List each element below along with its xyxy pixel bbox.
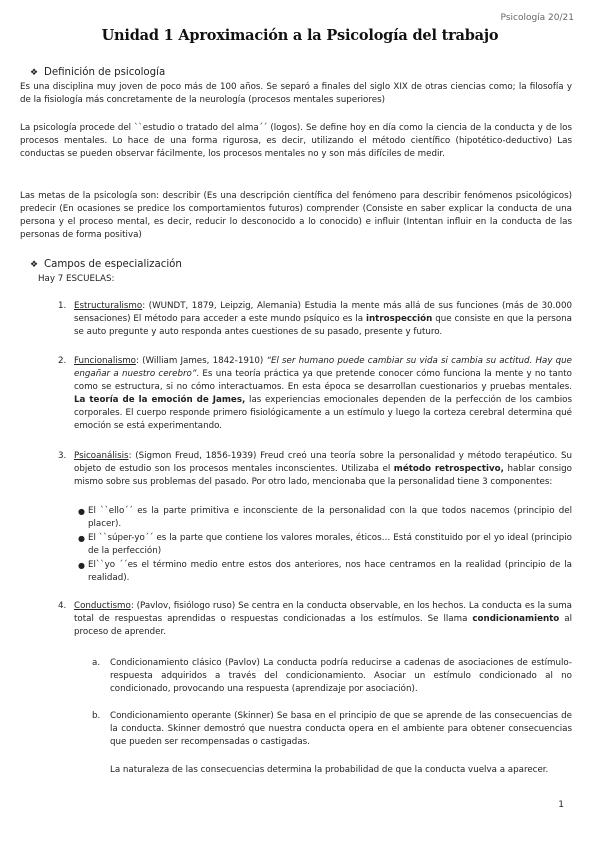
list-number: 2.	[58, 356, 67, 366]
sublist-item-clasico: Condicionamiento clásico (Pavlov) La conducta podría reducirse a cadenas de asociaciones de estímulo-respuesta adquiridos a través del condicionamiento. Asociar un estímulo condicionado al no condicionado, provocando una respuesta (aprendizaje por asociación).	[110, 658, 572, 694]
paragraph-goals: Las metas de la psicología son: describir (Es una descripción científica del fenómeno para describir fenómenos psicológicos) predecir (En ocasiones se predice los comportamientos futuros) comprender (Consiste en saber explicar la conducta de una persona y el proceso mental, es decir, reducir lo desconocido a lo conocido) e influir (Intentan influir en la conducta de las personas de forma positiva)	[20, 191, 572, 240]
schools-intro: Hay 7 ESCUELAS:	[38, 274, 115, 284]
page-number: 1	[558, 800, 564, 810]
school-name: Funcionalismo	[74, 356, 136, 366]
diamond-bullet-icon: ❖	[30, 68, 39, 78]
sublist-letter: b.	[92, 711, 101, 721]
paragraph-origin: La psicología procede del ``estudio o tratado del alma´´ (logos). Se define hoy en día como la ciencia de la conducta y de los procesos mentales. Lo hace de una forma rigurosa, es decir, utilizando el método científico (hipotético-deductivo) Las conductas se pueden observar fácilmente, los procesos mentales no y son más difíciles de medir.	[20, 123, 572, 159]
list-number: 3.	[58, 451, 67, 461]
page-title: Unidad 1 Aproximación a la Psicología del trabajo	[101, 27, 499, 44]
list-item-estructuralismo: Estructuralismo: (WUNDT, 1879, Leipzig, Alemania) Estudia la mente más allá de sus funciones (más de 30.000 sensaciones) El método para acceder a este mundo psíquico es la introspección que consiste en que la persona se auto pregunte y auto responda antes cuestiones de su pasado, presente y futuro.	[74, 301, 572, 337]
bullet-yo: El``yo ´´es el término medio entre estos dos anteriores, nos hace centramos en la realidad (principio de la realidad).	[88, 560, 572, 583]
bullet-dot-icon: ●	[78, 507, 85, 516]
school-name: Conductismo	[74, 601, 131, 611]
list-number: 4.	[58, 601, 67, 611]
list-item-conductismo: Conductismo: (Pavlov, fisiólogo ruso) Se centra en la conducta observable, en los hechos. La conducta es la suma total de respuestas aprendidas o respuestas condicionadas a los estímulos. Se llama condicionamiento al proceso de aprender.	[74, 601, 572, 637]
diamond-bullet-icon: ❖	[30, 260, 39, 270]
list-item-psicoanalisis: Psicoanálisis: (Sigmon Freud, 1856-1939) Freud creó una teoría sobre la personalidad y método terapéutico. Su objeto de estudio son los procesos mentales inconscientes. Utilizaba el método retrospectivo, hablar consigo mismo sobre sus problemas del pasado. Por otro lado, mencionaba que la personalidad tiene 3 componentes:	[74, 451, 572, 487]
sublist-letter: a.	[92, 658, 101, 668]
paragraph-definition: Es una disciplina muy joven de poco más de 100 años. Se separó a finales del siglo XIX de otras ciencias como; la filosofía y de la fisiología más concretamente de la neurología (procesos mentales superiores)	[20, 82, 572, 105]
sublist-item-operante: Condicionamiento operante (Skinner) Se basa en el principio de que se aprende de las consecuencias de la conducta. Skinner demostró que nuestra conducta opera en el ambiente para obtener consecuencias que pueden ser recompensadas o castigadas.	[110, 711, 572, 747]
james-quote: “El ser humano puede cambiar su vida si cambia su actitud. Hay que engañar a nuestro cerebro”	[74, 356, 572, 379]
bullet-ello: El ``ello´´ es la parte primitiva e inconsciente de la personalidad con la que todos nacemos (principio del placer).	[88, 506, 572, 529]
school-name: Psicoanálisis	[74, 451, 129, 461]
section-heading-definicion: ❖ Definición de psicología	[30, 67, 166, 78]
list-item-funcionalismo: Funcionalismo: (William James, 1842-1910) “El ser humano puede cambiar su vida si cambia su actitud. Hay que engañar a nuestro cerebro”. Es una teoría práctica ya que pretende conocer cómo funciona la mente y no tanto como se estructura, si no cómo interactuamos. En esta época se desarrollan cuestionarios y pruebas mentales. La teoría de la emoción de James, las experiencias emocionales dependen de la perfección de los cambios corporales. El cuerpo responde primero fisiológicamente a un estímulo y luego la corteza cerebral determina qué emoción se está experimentando.	[74, 356, 572, 431]
course-header: Psicología 20/21	[500, 13, 574, 23]
list-number: 1.	[58, 301, 67, 311]
bullet-dot-icon: ●	[78, 534, 85, 543]
bullet-super-yo: El ``súper-yo´´ es la parte que contiene los valores morales, éticos… Está constituido por el yo ideal (principio de la perfección)	[88, 533, 572, 556]
sublist-item-operante-extra: La naturaleza de las consecuencias determina la probabilidad de que la conducta vuelva a aparecer.	[110, 765, 549, 775]
section-heading-campos: ❖ Campos de especialización	[30, 259, 182, 270]
school-name: Estructuralismo	[74, 301, 143, 311]
bullet-dot-icon: ●	[78, 561, 85, 570]
